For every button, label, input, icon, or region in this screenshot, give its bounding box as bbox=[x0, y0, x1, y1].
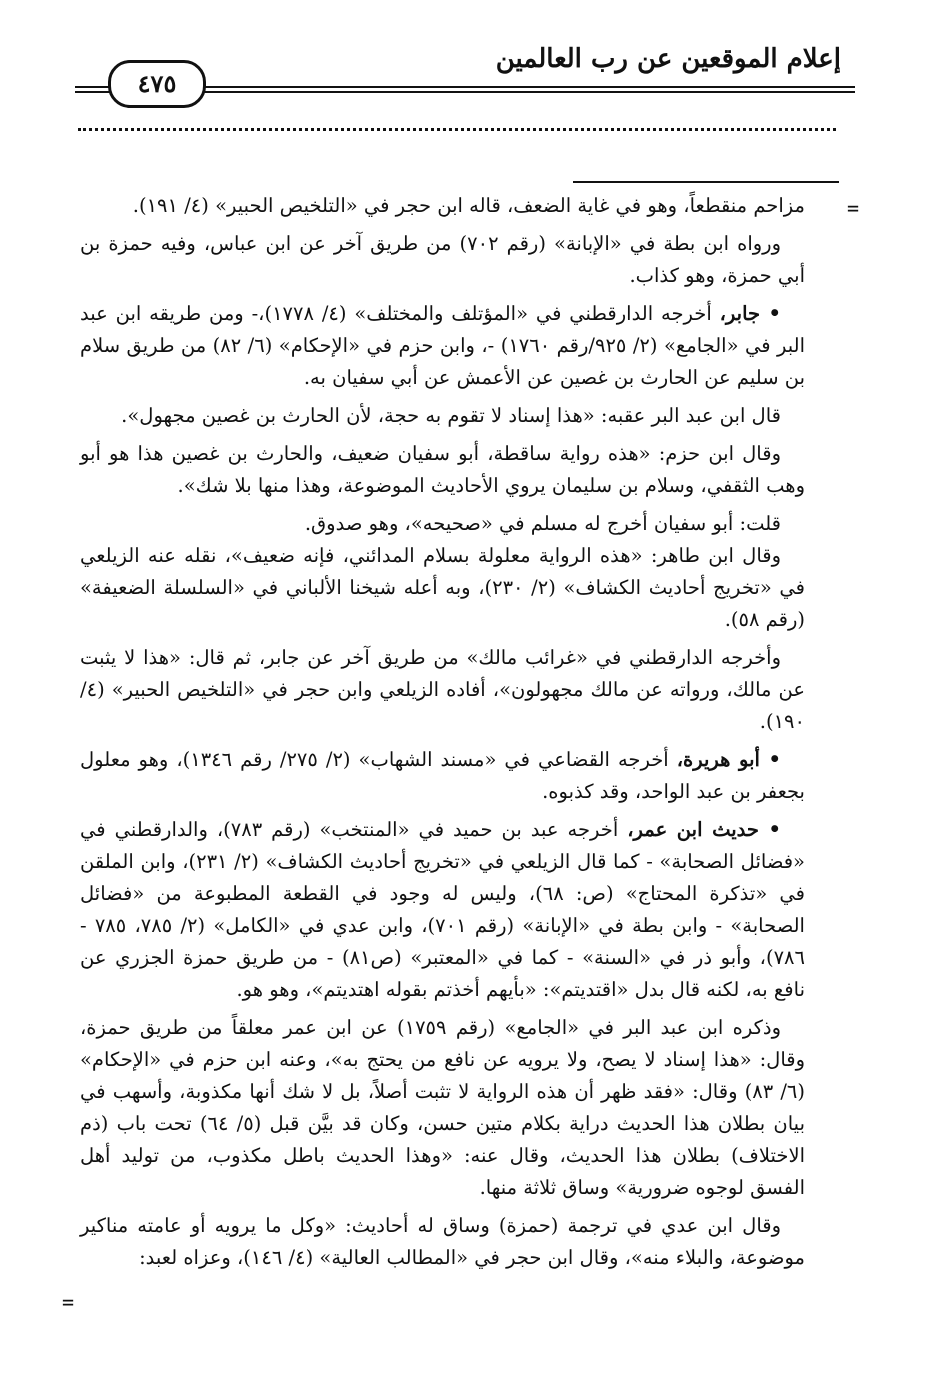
paragraph-text: أخرجه عبد بن حميد في «المنتخب» (رقم ٧٨٣)، والدارقطني في «فضائل الصحابة» - كما قال الزيلعي في «تخريج أحاديث الكشاف» (٢/ ٢٣١)، وابن الملقن في «تذكرة المحتاج» (ص: ٦٨)، وليس له وجود في القطعة المطبوعة من «فضائل الصحابة» - وابن بطة في «الإبانة» (رقم ٧٠١)، وابن عدي في «الكامل» (٢/ ٧٨٥، ٧٨٥ - ٧٨٦)، وأبو ذر في «السنة» - كما في «المعتبر» (ص٨١) - من طريق حمزة الجزري عن نافع به، لكنه قال بدل «اقتديتم»: «بأيهم أخذتم بقوله اهتديتم»، وهو هو. bbox=[80, 818, 805, 1001]
paragraph-text: قال ابن عبد البر عقبه: «هذا إسناد لا تقوم به حجة، لأن الحارث بن غصين مجهول». bbox=[121, 404, 781, 427]
paragraph bbox=[80, 1210, 805, 1274]
paragraph-text: أخرجه القضاعي في «مسند الشهاب» (٢/ ٢٧٥/ رقم ١٣٤٦)، وهو معلول بجعفر بن عبد الواحد، وقد كذبوه. bbox=[80, 748, 805, 803]
paragraph bbox=[80, 814, 805, 1006]
continuation-mark-bottom: = bbox=[62, 1290, 75, 1314]
paragraph-lead: • حديث ابن عمر، bbox=[627, 818, 781, 841]
footnote-rule bbox=[573, 181, 839, 183]
paragraph-lead: • أبو هريرة، bbox=[676, 748, 781, 771]
paragraph bbox=[80, 438, 805, 502]
paragraph-text: أخرجه الدارقطني في «المؤتلف والمختلف» (٤/ ١٧٧٨)،- ومن طريقه ابن عبد البر في «الجامع» (٢/ ٩٢٥/رقم ١٧٦٠) -، وابن حزم في «الإحكام» (٦/ ٨٢) من طريق سلام بن سليم عن الحارث بن غصين عن الأعمش عن أبي سفيان به. bbox=[80, 302, 806, 389]
paragraph bbox=[80, 744, 805, 808]
paragraph bbox=[80, 508, 805, 540]
continuation-mark-top: = bbox=[846, 196, 859, 220]
paragraph bbox=[80, 540, 805, 636]
paragraph-text: ورواه ابن بطة في «الإبانة» (رقم ٧٠٢) من طريق آخر عن ابن عباس، وفيه حمزة بن أبي حمزة، وهو كذاب. bbox=[80, 232, 805, 287]
paragraph bbox=[80, 228, 805, 292]
running-title: إعلام الموقعين عن رب العالمين bbox=[495, 44, 841, 74]
paragraph-text: قلت: أبو سفيان أخرج له مسلم في «صحيحه»، وهو صدوق. bbox=[304, 512, 781, 535]
paragraph-text: وأخرجه الدارقطني في «غرائب مالك» من طريق آخر عن جابر، ثم قال: «هذا لا يثبت عن مالك، ورواته عن مالك مجهولون»، أفاده الزيلعي وابن حجر في «التلخيص الحبير» (٤/ ١٩٠). bbox=[80, 646, 805, 733]
paragraph-text: وقال ابن طاهر: «هذه الرواية معلولة بسلام المدائني، فإنه ضعيف»، نقله عنه الزيلعي في «تخريج أحاديث الكشاف» (٢/ ٢٣٠)، وبه أعله شيخنا الألباني في «السلسلة الضعيفة» (رقم ٥٨). bbox=[80, 544, 805, 631]
paragraph-text: مزاحم منقطعاً، وهو في غاية الضعف، قاله ابن حجر في «التلخيص الحبير» (٤/ ١٩١). bbox=[132, 194, 805, 217]
paragraph bbox=[80, 298, 805, 394]
paragraph bbox=[80, 400, 805, 432]
footnote-body bbox=[80, 190, 805, 1280]
paragraph-text: وقال ابن حزم: «هذه رواية ساقطة، أبو سفيان ضعيف، والحارث بن غصين هذا هو أبو وهب الثقفي، وسلام بن سليمان يروي الأحاديث الموضوعة، وهذا منها بلا شك». bbox=[80, 442, 805, 497]
paragraph bbox=[80, 1012, 805, 1204]
paragraph-text: وذكره ابن عبد البر في «الجامع» (رقم ١٧٥٩) عن ابن عمر معلقاً من طريق حمزة، وقال: «هذا إسناد لا يصح، ولا يرويه عن نافع من يحتج به»، وعنه ابن حزم في «الإحكام» (٦/ ٨٣) وقال: «فقد ظهر أن هذه الرواية لا تثبت أصلاً، بل لا شك أنها مكذوبة، وأسهب في بيان بطلان هذا الحديث دراية بكلام متين حسن، وكان قد بيَّن قبل (٥/ ٦٤) تحت باب (ذم الاختلاف) بطلان هذا الحديث، وقال عنه: «وهذا الحديث باطل مكذوب، من توليد أهل الفسق لوجوه ضرورية» وساق ثلاثة منها. bbox=[80, 1016, 805, 1199]
dotted-separator bbox=[78, 128, 836, 131]
paragraph-lead: • جابر، bbox=[719, 302, 781, 325]
paragraph bbox=[80, 190, 805, 222]
page-number: ٤٧٥ bbox=[108, 60, 206, 108]
paragraph-text: وقال ابن عدي في ترجمة (حمزة) وساق له أحاديث: «وكل ما يرويه أو عامته مناكير موضوعة، والبلاء منه»، وقال ابن حجر في «المطالب العالية» (٤/ ١٤٦)، وعزاه لعبد: bbox=[80, 1214, 805, 1269]
paragraph bbox=[80, 642, 805, 738]
